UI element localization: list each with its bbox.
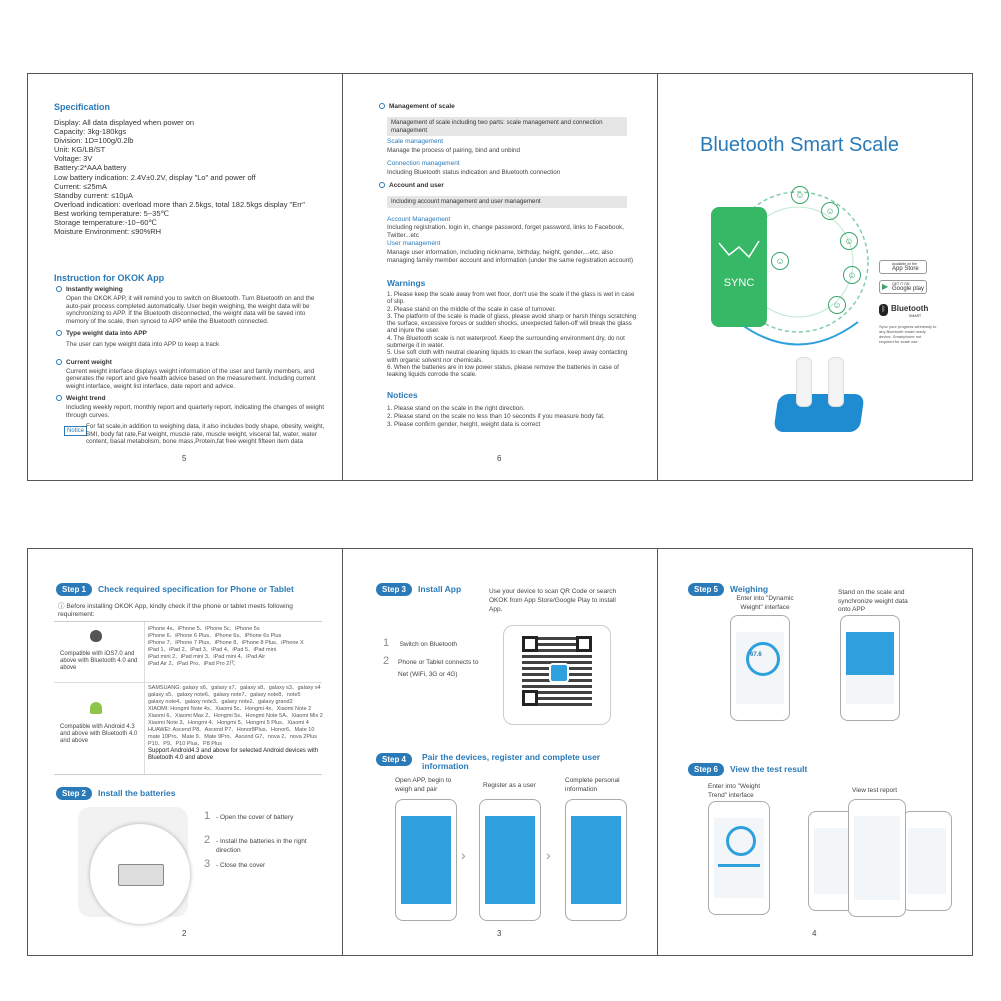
step6-title: View the test result [730, 764, 808, 774]
user-mgmt-body: Manage user information, including nickname, birthday, height, gender....etc, also managing family member account and information (under the same registration account) [387, 249, 634, 264]
spec-line: Moisture Environment: ≤90%RH [54, 227, 162, 237]
step1-title: Check required specification for Phone or Tablet [98, 584, 294, 594]
app-screen [814, 828, 852, 894]
item-heading: Instantly weighing [66, 286, 123, 293]
spec-list [54, 118, 305, 236]
item-heading: Weight trend [66, 395, 106, 402]
instruction-item [56, 359, 324, 391]
mgmt-box: Management of scale including two parts: scale management and connection management [387, 117, 627, 136]
conn-mgmt-heading: Connection management [387, 160, 460, 167]
weight-ring [746, 642, 780, 676]
bluetooth-icon: ᛒ [879, 304, 888, 316]
instruction-item [56, 395, 324, 419]
step1-badge: Step 1 [56, 583, 92, 596]
battery-step [204, 836, 324, 860]
info-icon: ⓘ [58, 603, 67, 610]
android-models [148, 685, 324, 762]
acct-mgmt-body: Including registration, login in, change password, forget password, links to Facebook, Twitter...etc [387, 224, 624, 239]
foot-right [828, 357, 844, 407]
app-screen [571, 816, 621, 904]
trend-bar [718, 864, 760, 867]
spec-line: Storage temperature:-10~60℃ [54, 218, 157, 228]
notice-item: 1. Please stand on the scale in the right direction. [387, 405, 525, 412]
page-number: 3 [497, 929, 502, 938]
bluetooth-label: Bluetooth [891, 304, 929, 313]
qr-corner [522, 690, 538, 706]
spec-line: Capacity: 3kg-180kgs [54, 127, 127, 137]
bullet-icon [56, 395, 62, 401]
item-heading: Current weight [66, 358, 112, 366]
page-number: 4 [812, 929, 817, 938]
next-arrow-icon: › [546, 847, 551, 863]
trend-line-icon [717, 237, 761, 261]
notice-label: Notice [64, 426, 87, 436]
before-install-text: Before installing OKOK App, kindly check if the phone or tablet meets following requirement: [58, 603, 293, 618]
item-body: Current weight interface displays weight information of the user and family members, and generates the report and give health advice based on the measurement. Including current weight interface, weight list interface, date report and advice. [66, 367, 316, 390]
phone-dynamic-weight [730, 615, 790, 721]
foot-left [796, 357, 812, 407]
sub-text: Switch on Bluetooth [399, 641, 458, 648]
caption-2: Register as a user [483, 782, 536, 789]
notice-item: 2. Please stand on the scale no less than 10 seconds if you measure body fat. [387, 412, 605, 420]
android-label: Compatible with Android 4.3 and above with Bluetooth 4.0 and above [60, 724, 138, 745]
caption-3: Complete personal information [565, 777, 620, 793]
battery-steps [204, 812, 324, 884]
app-screen [846, 632, 894, 704]
step5-badge: Step 5 [688, 583, 724, 596]
phone-screen-pair [395, 799, 457, 921]
android-model-line: HUAWEI: Ascend P8、Ascend P7、Honor8Plus、Honor6、Mate 10 [148, 727, 315, 733]
page-2 [27, 548, 343, 956]
step2-badge: Step 2 [56, 787, 92, 800]
google-play-badge[interactable] [879, 280, 927, 294]
phone-report-center [848, 799, 906, 917]
spec-line: Division: 1D=100g/0.2lb [54, 136, 134, 146]
instruction-item [56, 330, 324, 349]
cover-page [657, 73, 973, 481]
page-number: 5 [182, 454, 187, 463]
notices-title: Notices [387, 390, 418, 400]
bluetooth-logo [879, 304, 939, 322]
ios-model-line: iPad Air 2、iPad Pro、iPad Pro 2代 [148, 661, 235, 667]
acct-title-text: Account and user [389, 182, 444, 189]
page-3 [342, 548, 658, 956]
android-model-line: Xiaomi Note 3、Hongmi 4、Hongmi 5、Hongmi 5 Plus、Xiaomi 4 [148, 720, 309, 726]
user-icon: ☺ [828, 296, 846, 314]
android-model-line: P10、P9、P10 Plus、P8 Plus [148, 741, 222, 747]
specification-title: Specification [54, 102, 111, 112]
caption-weight-trend: Enter into "Weight Trend" interface [708, 783, 761, 799]
phone-sync-weight [840, 615, 900, 721]
spec-line: Overload indication: overload more than 2.5kgs, total 182.5kgs display "Err" [54, 199, 305, 209]
caption-dynamic-weight: Enter into "Dynamic Weight" interface [736, 595, 794, 611]
caption-test-report: View test report [852, 787, 898, 794]
google-label: Google play [892, 286, 925, 292]
android-model-line: galaxy note4、galaxy note3、galaxy note2、galaxy grand2 [148, 699, 293, 705]
caption-sync-weight: Stand on the scale and synchronize weight data onto APP [838, 589, 908, 613]
step3-badge: Step 3 [376, 583, 412, 596]
caption-1: Open APP, begin to weigh and pair [395, 777, 452, 793]
app-screen [714, 818, 764, 898]
android-model-line: mate 10Pro、Mate 9、Mate 9Pro、Ascend G7、nova 2、nova 2Plus [148, 734, 318, 740]
spec-line: Display: All data displayed when power on [54, 118, 195, 127]
before-install [58, 603, 318, 619]
bullet-icon [379, 103, 385, 109]
app-screen [854, 816, 900, 900]
bullet-icon [379, 182, 385, 188]
android-icon [90, 702, 102, 714]
compat-table [54, 621, 322, 775]
step4-title: Pair the devices, register and complete user information [422, 752, 601, 771]
android-support: Support Android4.3 and above for selected Android devices with Bluetooth 4.0 and above [148, 748, 319, 762]
spec-line: Standby current: ≤10μA [54, 190, 133, 200]
step3-header [376, 579, 461, 597]
table-divider [54, 682, 322, 683]
bluetooth-note: Sync your progress wirelessly to any Bluetooth smart ready device. Smartphone not required for scale use. [879, 324, 937, 344]
google-small: GET IT ON [892, 282, 910, 286]
play-icon: ▶ [882, 282, 889, 291]
android-model-line: SAMSUANG: galaxy s6、galaxy s7、galaxy s8、galaxy s3、galaxy s4 [148, 685, 321, 691]
sub-number: 2 [383, 655, 390, 667]
scale-graphic [773, 394, 864, 432]
step-number: 3 [204, 858, 211, 870]
user-icon: ☺ [840, 232, 858, 250]
step-text: - Close the cover [216, 862, 266, 869]
ios-model-line: iPhone 7、iPhone 7 Plus、iPhone 8、iPhone 8 Plus、iPhone X [148, 640, 304, 646]
phone-report-right [902, 811, 952, 911]
warning-item: 2. Please stand on the middle of the scale in case of turnover. [387, 305, 556, 313]
warnings-list [387, 291, 637, 379]
user-icon: ☺ [771, 252, 789, 270]
step1-header [56, 579, 294, 597]
acct-mgmt-heading: Account Management [387, 216, 451, 223]
spec-line: Best working temperature: 5~35℃ [54, 208, 169, 218]
warning-item: 6. When the batteries are in low power status, please remove the batteries in case of leaking liquids corrode the scale. [387, 363, 619, 379]
app-screen [736, 632, 784, 704]
page-5 [27, 73, 343, 481]
acct-title [379, 182, 444, 189]
step6-header [688, 759, 807, 777]
qr-corner [576, 636, 592, 652]
sync-label: SYNC [723, 277, 755, 289]
scale-mgmt-body: Manage the process of pairing, bind and unbind [387, 147, 521, 154]
acct-box: Including account management and user management [387, 196, 627, 208]
weight-value: 67.6 [750, 652, 762, 658]
app-store-label: App Store [892, 266, 919, 272]
spec-line: Low battery indication: 2.4V±0.2V, display "Lo" and power off [54, 172, 256, 182]
phone-screen-profile [565, 799, 627, 921]
app-screen [485, 816, 535, 904]
battery-step [204, 860, 324, 884]
notices-list [387, 405, 637, 428]
step3-desc: Use your device to scan QR Code or search OKOK from App Store/Google Play to install App. [489, 588, 617, 613]
conn-mgmt-body: Including Bluetooth status indication and Bluetooth connection [387, 169, 561, 176]
ios-label: Compatible with iOS7.0 and above with Bluetooth 4.0 and above [60, 651, 138, 672]
sub-number: 1 [383, 637, 390, 649]
phone-weight-trend [708, 801, 770, 915]
step-number: 1 [204, 810, 211, 822]
install-sub-1 [383, 633, 457, 651]
trend-ring [726, 826, 756, 856]
okok-logo-icon [549, 663, 569, 683]
notice-text: For fat scale,in addition to weighing data, it also includes body shape, obesity, weight, BMI, body fat rate,Fat weight, muscle rate, muscle weight, visceral fat, water, water content, basal metabolism, bone mass,Protein,fat free weight fifteen item data [86, 423, 325, 445]
android-model-line: XIAOMI: Hongmi Note 4x、Xiaomi 5c、Hongmi 4x、Xiaomi Note 2 [148, 706, 312, 712]
ios-model-line: iPad mini 2、iPad mini 3、iPad mini 4、iPad Air [148, 654, 266, 660]
step-number: 2 [204, 834, 211, 846]
step5-title: Weighing [730, 584, 769, 594]
bullet-icon [56, 359, 62, 365]
user-icon: ☺ [821, 202, 839, 220]
mgmt-title-text: Management of scale [389, 103, 455, 110]
qr-code-frame [503, 625, 611, 725]
app-store-small: Available on the [892, 262, 917, 266]
app-screen [908, 828, 946, 894]
item-heading: Type weight data into APP [66, 330, 147, 337]
app-screen [401, 816, 451, 904]
spec-line: Voltage: 3V [54, 154, 93, 164]
user-icon: ☺ [843, 266, 861, 284]
step4-badge: Step 4 [376, 753, 412, 766]
item-body: Open the OKOK APP, it will remind you to switch on Bluetooth. Turn Bluetooth on and the auto-pair process completed automatically. User begin weighing, the weight data will be synchronizing to APP. If the Bluetooth disconnected, the weight data will be saved into memory of the scale, then synced to APP while the Bluetooth connected. [66, 295, 315, 325]
ios-model-line: iPhone 4s、iPhone 5、iPhone 5c、iPhone 5s [148, 626, 260, 632]
warning-item: 5. Use soft cloth with neutral cleaning liquids to clean the surface, keep away contacting with organic solvent nor chemicals. [387, 349, 628, 364]
next-arrow-icon: › [461, 847, 466, 863]
battery-cover-graphic [90, 824, 190, 924]
android-model-line: Xiaomi 6、Xiaomi Max 2、Hongmi 5s、Hongmi Note 5A、Xiaomi Mix 2 [148, 713, 323, 719]
phone-graphic [711, 207, 767, 327]
step-text: - Open the cover of battery [216, 814, 294, 821]
spec-line: Battery:2*AAA battery [54, 163, 127, 173]
table-divider [144, 622, 145, 774]
step-text: - Install the batteries in the right direction [216, 838, 307, 854]
item-body: Including weekly report, monthly report and quarterly report, indicating the changes of weight through curves. [66, 404, 324, 419]
page-number: 6 [497, 454, 502, 463]
instruction-item [56, 286, 324, 325]
ios-model-line: iPhone 6、iPhone 6 Plus、iPhone 6s、iPhone 6s Plus [148, 633, 282, 639]
cover-title: Bluetooth Smart Scale [700, 134, 899, 156]
bullet-icon [56, 286, 62, 292]
page-4 [657, 548, 973, 956]
apple-icon [90, 630, 102, 642]
battery-icon [118, 864, 164, 886]
page-number: 2 [182, 929, 187, 938]
sub-text: Phone or Tablet connects to Net (WiFi, 3G or 4G) [398, 659, 479, 678]
step2-header [56, 783, 175, 801]
instruction-title: Instruction for OKOK App [54, 273, 165, 283]
user-icon: ☺ [791, 186, 809, 204]
battery-step [204, 812, 324, 836]
instruction-items [56, 286, 324, 424]
qr-corner [522, 636, 538, 652]
app-store-badge[interactable] [879, 260, 927, 274]
android-model-line: galaxy s5、galaxy note6、galaxy note7、galaxy note8、note5 [148, 692, 301, 698]
page-6 [342, 73, 658, 481]
warning-item: 3. The platform of the scale is made of glass, please avoid sharp or harsh things scratching the surface, excessive forces or sudden shocks, unexpected fallen-off will break the glass and injure the user. [387, 312, 637, 335]
ios-model-line: iPad 1、iPad 2、iPad 3、iPad 4、iPad 5、iPad mini [148, 647, 277, 653]
item-body: The user can type weight data into APP to keep a track [66, 341, 220, 348]
warning-item: 1. Please keep the scale away from wet floor, don't use the scale if the glass is wet in case of slip. [387, 291, 635, 306]
phone-screen-register [479, 799, 541, 921]
step3-title: Install App [418, 584, 462, 594]
ios-models [148, 626, 320, 668]
scale-mgmt-heading: Scale management [387, 138, 444, 145]
user-mgmt-heading: User management [387, 240, 441, 247]
warning-item: 4. The Bluetooth scale is not waterproof. Keep the surrounding environment dry, do not submerge it in water. [387, 334, 625, 350]
warnings-title: Warnings [387, 278, 426, 288]
mgmt-title [379, 103, 455, 110]
spec-line: Current: ≤25mA [54, 181, 107, 191]
step2-title: Install the batteries [98, 788, 176, 798]
bluetooth-smart: SMART [909, 314, 922, 318]
bullet-icon [56, 330, 62, 336]
notice-item: 3. Please confirm gender, height, weight data is correct [387, 420, 541, 428]
spec-line: Unit: KG/LB/ST [54, 145, 106, 155]
step6-badge: Step 6 [688, 763, 724, 776]
